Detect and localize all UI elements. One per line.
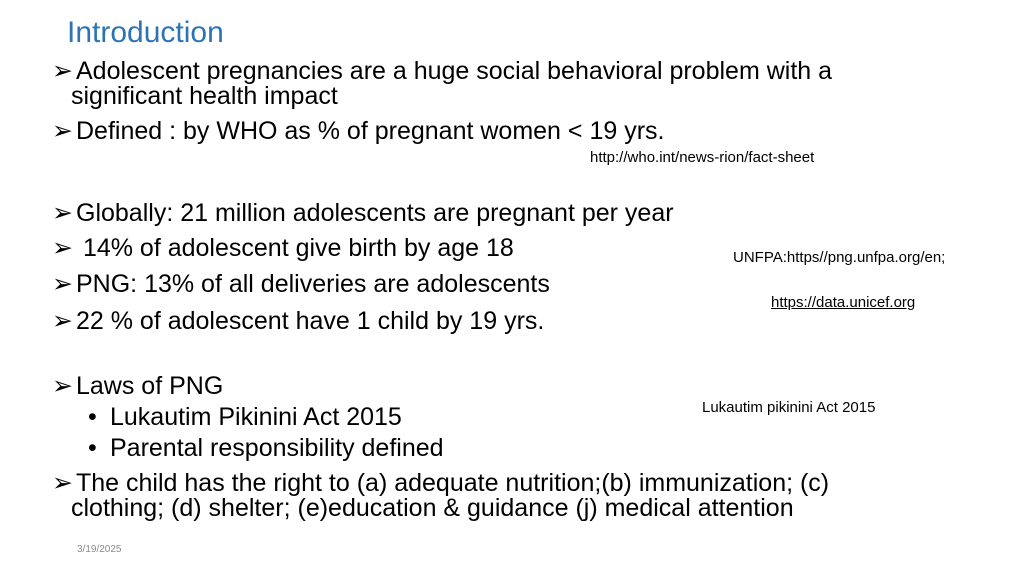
arrow-bullet-icon: ➢ [52, 270, 73, 298]
arrow-bullet-icon: ➢ [52, 117, 73, 145]
slide-date: 3/19/2025 [77, 544, 122, 555]
bullet-png-deliveries: ➢ PNG: 13% of all deliveries are adolescents [52, 270, 550, 298]
arrow-bullet-icon: ➢ [52, 234, 73, 262]
dot-bullet-icon: • [88, 403, 97, 431]
sub-bullet-parental: • Parental responsibility defined [88, 434, 444, 462]
bullet-adolescent-pregnancies: ➢ Adolescent pregnancies are a huge social behavioral problem with a significant health impact [52, 57, 833, 110]
slide-title: Introduction [67, 16, 224, 49]
dot-bullet-icon: • [88, 434, 97, 462]
ref-unfpa: UNFPA:https//png.unfpa.org/en; [733, 249, 946, 266]
arrow-bullet-icon: ➢ [52, 307, 73, 335]
bullet-who-definition: ➢ Defined : by WHO as % of pregnant women < 19 yrs. [52, 117, 665, 145]
bullet-child-rights: ➢ The child has the right to (a) adequate nutrition;(b) immunization; (c) clothing; (d) shelter; (e)education & guidance (j) medical attention [52, 469, 830, 522]
ref-unicef-link[interactable]: https://data.unicef.org [771, 294, 916, 311]
ref-who-url: http://who.int/news-rion/fact-sheet [590, 149, 815, 166]
bullet-birth-by-18: ➢ 14% of adolescent give birth by age 18 [52, 234, 514, 262]
arrow-bullet-icon: ➢ [52, 199, 73, 227]
bullet-one-child: ➢ 22 % of adolescent have 1 child by 19 yrs. [52, 307, 545, 335]
arrow-bullet-icon: ➢ [52, 57, 73, 85]
sub-bullet-act: • Lukautim Pikinini Act 2015 [88, 403, 402, 431]
arrow-bullet-icon: ➢ [52, 469, 73, 497]
bullet-globally: ➢ Globally: 21 million adolescents are pregnant per year [52, 199, 674, 227]
arrow-bullet-icon: ➢ [52, 372, 73, 400]
ref-act: Lukautim pikinini Act 2015 [702, 399, 876, 416]
bullet-laws-of-png: ➢ Laws of PNG [52, 372, 224, 400]
